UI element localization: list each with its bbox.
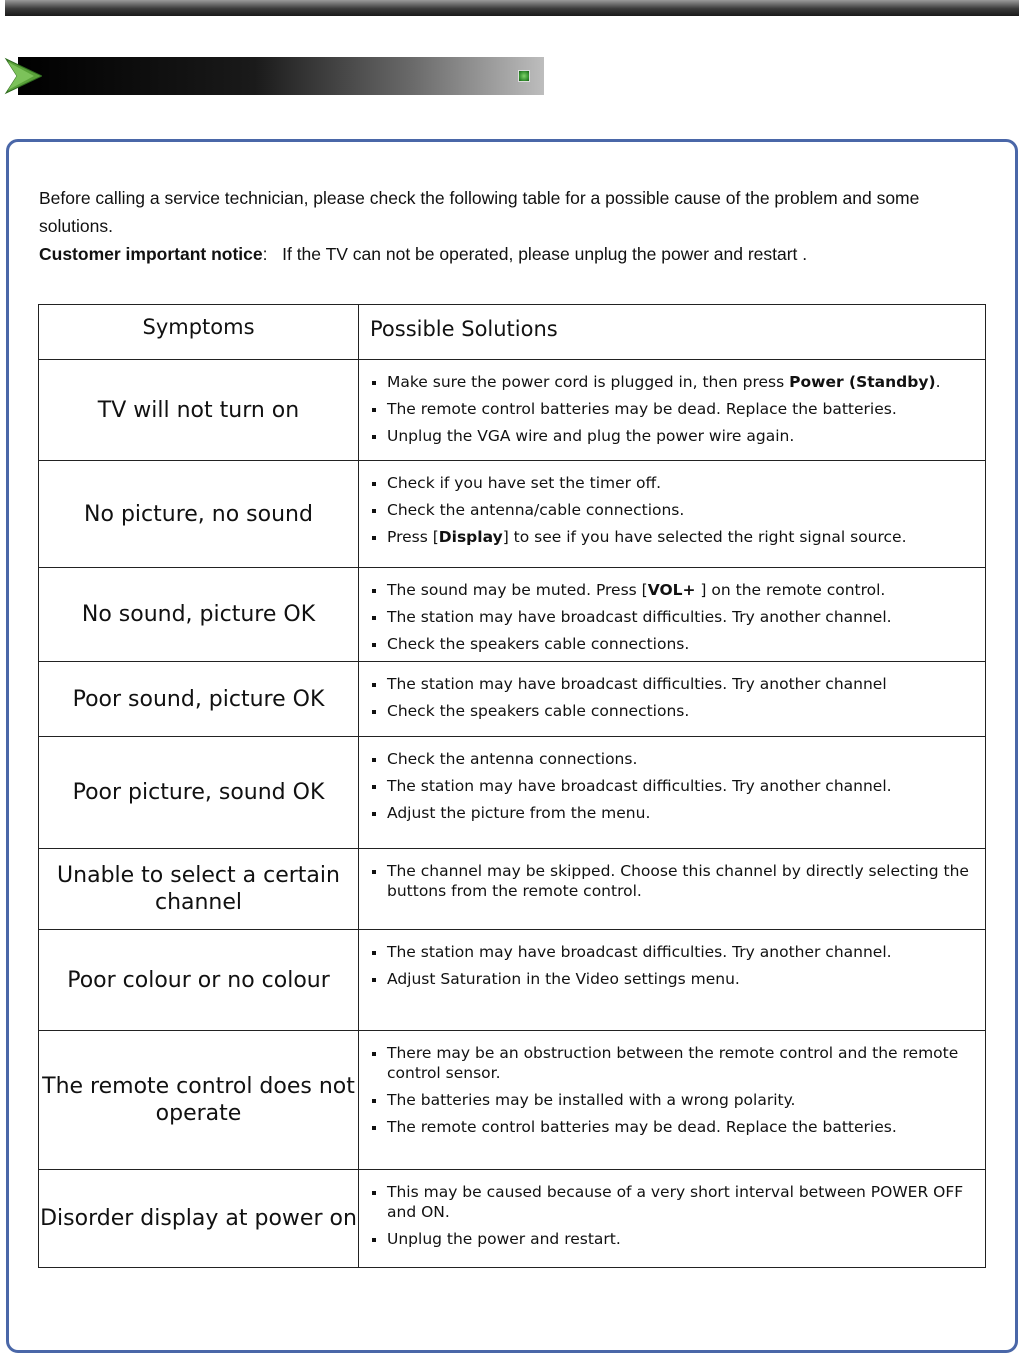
intro-text [39,184,989,268]
top-bar [5,0,1019,16]
symptoms-header: Symptoms [39,305,359,360]
solutions-cell [359,1170,986,1268]
table-row [39,1170,986,1268]
solutions-list [371,1043,977,1137]
solution-item [371,399,977,419]
table-row [39,360,986,461]
solution-text: Make sure the power cord is plugged in, then press [387,373,790,391]
table-row [39,737,986,849]
solution-item [371,749,977,769]
solution-item [371,701,977,721]
solutions-list [371,749,977,823]
table-row [39,1031,986,1170]
solutions-cell [359,360,986,461]
chevron-right-icon [4,57,42,95]
solution-item [371,426,977,446]
symptom-cell: Poor picture, sound OK [39,737,359,849]
intro-line: Before calling a service technician, please check the following table for a possible cause of the problem and some solutions. [39,188,920,236]
solution-item [371,861,977,901]
solution-text: The remote control batteries may be dead. Replace the batteries. [387,1118,897,1136]
solution-text: ] on the remote control. [695,581,886,599]
solutions-cell [359,662,986,737]
solution-text: The batteries may be installed with a wrong polarity. [387,1091,796,1109]
solutions-cell [359,568,986,662]
solutions-list [371,580,977,654]
table-row [39,568,986,662]
troubleshooting-table [38,304,986,1268]
symptom-cell: Disorder display at power on [39,1170,359,1268]
solution-text: Adjust the picture from the menu. [387,804,651,822]
solution-item [371,634,977,654]
solution-text: Press [ [387,528,439,546]
notice-text: If the TV can not be operated, please unplug the power and restart . [282,244,808,264]
solution-item [371,969,977,989]
solutions-list [371,372,977,446]
solution-item [371,500,977,520]
solution-text: Adjust Saturation in the Video settings menu. [387,970,740,988]
symptom-cell: TV will not turn on [39,360,359,461]
symptom-cell: Poor sound, picture OK [39,662,359,737]
solution-text: The sound may be muted. Press [ [387,581,648,599]
solution-text: Check the speakers cable connections. [387,635,690,653]
solutions-list [371,1182,977,1249]
solution-text: This may be caused because of a very short interval between POWER OFF and ON. [387,1183,964,1221]
solution-item [371,473,977,493]
solutions-cell [359,1031,986,1170]
symptom-cell: No sound, picture OK [39,568,359,662]
solution-text: Check the speakers cable connections. [387,702,690,720]
solution-text: The remote control batteries may be dead. Replace the batteries. [387,400,897,418]
solution-emphasis: VOL+ [647,581,696,599]
solution-text: Check the antenna connections. [387,750,638,768]
solution-emphasis: Power (Standby) [789,373,936,391]
solution-item [371,1090,977,1110]
solutions-list [371,942,977,989]
solutions-cell [359,930,986,1031]
solutions-cell [359,737,986,849]
solution-text: Check the antenna/cable connections. [387,501,685,519]
solutions-list [371,674,977,721]
solution-item [371,1043,977,1083]
solution-text: The channel may be skipped. Choose this channel by directly selecting the buttons from the remote control. [387,862,969,900]
symptom-cell: Poor colour or no colour [39,930,359,1031]
solution-item [371,942,977,962]
solution-item [371,580,977,600]
solution-item [371,1117,977,1137]
solution-emphasis: Display [438,528,503,546]
symptom-cell: No picture, no sound [39,461,359,568]
symptom-cell: The remote control does not operate [39,1031,359,1170]
solution-text: Unplug the VGA wire and plug the power wire again. [387,427,795,445]
solutions-cell [359,849,986,930]
solution-text: . [935,373,941,391]
solution-text: The station may have broadcast difficulties. Try another channel. [387,608,892,626]
solution-text: The station may have broadcast difficulties. Try another channel. [387,943,892,961]
table-row [39,930,986,1031]
section-header-bar [18,57,544,95]
solution-item [371,527,977,547]
solution-item [371,607,977,627]
notice-separator: : [262,244,268,264]
green-square-icon [518,70,530,82]
solution-text: The station may have broadcast difficulties. Try another channel. [387,777,892,795]
solution-text: ] to see if you have selected the right signal source. [502,528,907,546]
solution-text: The station may have broadcast difficulties. Try another channel [387,675,887,693]
table-row [39,461,986,568]
solution-text: There may be an obstruction between the remote control and the remote control sensor. [387,1044,959,1082]
solution-item [371,776,977,796]
solutions-list [371,473,977,547]
table-row [39,849,986,930]
customer-notice [39,240,989,268]
notice-label: Customer important notice [39,244,263,264]
solution-item [371,803,977,823]
solution-item [371,372,977,392]
solutions-cell [359,461,986,568]
symptom-cell: Unable to select a certain channel [39,849,359,930]
solution-item [371,1229,977,1249]
solution-item [371,674,977,694]
table-row [39,662,986,737]
solution-item [371,1182,977,1222]
solution-text: Check if you have set the timer off. [387,474,662,492]
solution-text: Unplug the power and restart. [387,1230,621,1248]
solutions-list [371,861,977,901]
table-header-row [39,305,986,360]
solutions-header: Possible Solutions [359,305,986,360]
